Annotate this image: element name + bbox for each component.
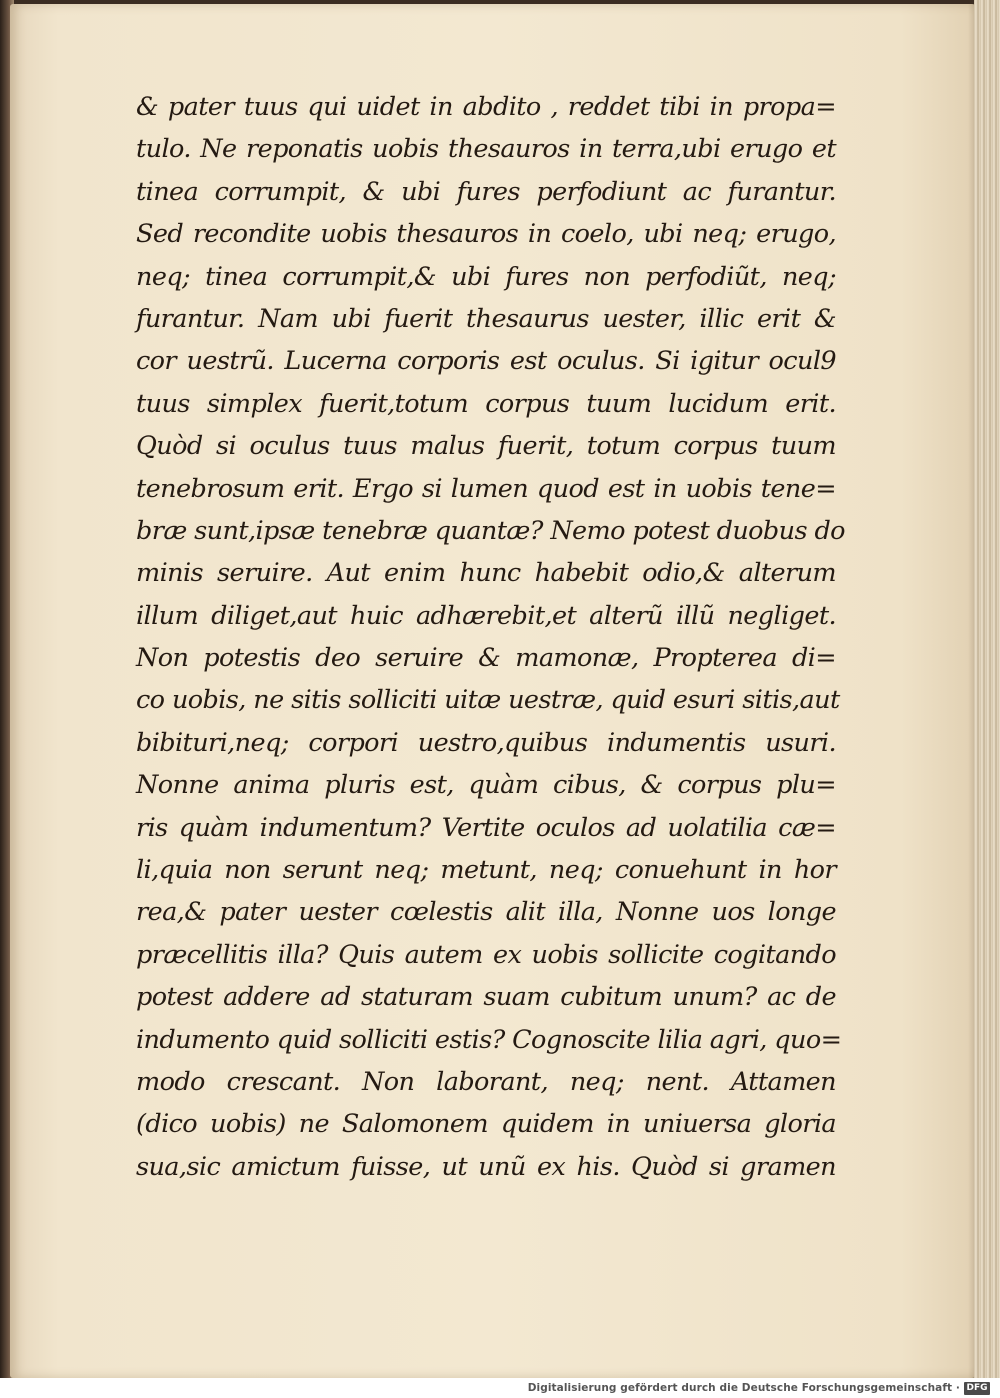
text-line: tuus simplex fuerit,totum corpus tuum lucidum erit. <box>136 388 836 419</box>
text-line: indumento quid solliciti estis? Cognoscite lilia agri, quo= <box>136 1024 842 1055</box>
text-line: ris quàm indumentum? Vertite oculos ad uolatilia cæ= <box>136 812 836 843</box>
funding-credit: Digitalisierung gefördert durch die Deutsche Forschungsgemeinschaft · <box>527 1382 960 1394</box>
text-line: præcellitis illa? Quis autem ex uobis sollicite cogitando <box>136 939 836 970</box>
text-line: Non potestis deo seruire & mamonæ, Propterea di= <box>136 643 836 674</box>
text-line: tinea corrumpit, & ubi fures perfodiunt ac furantur. <box>136 176 836 207</box>
text-line: (dico uobis) ne Salomonem quidem in uniuersa gloria <box>136 1109 836 1140</box>
text-line: furantur. Nam ubi fuerit thesaurus uester, illic erit & <box>136 303 836 334</box>
text-line: & pater tuus qui uidet in abdito , reddet tibi in propa= <box>136 92 836 122</box>
text-line: Quòd si oculus tuus malus fuerit, totum corpus tuum <box>136 431 836 462</box>
dfg-logo: DFG <box>964 1382 990 1395</box>
text-line: sua,sic amictum fuisse, ut unũ ex his. Quòd si gramen <box>136 1151 836 1182</box>
text-line: li,quia non serunt neq; metunt, neq; conuehunt in hor <box>136 855 836 886</box>
text-line: rea,& pater uester cœlestis alit illa, Nonne uos longe <box>136 897 836 928</box>
text-line: illum diliget,aut huic adhærebit,et alterũ illũ negliget. <box>136 600 836 631</box>
text-line: modo crescant. Non laborant, neq; nent. Attamen <box>136 1066 836 1097</box>
text-line: bibituri,neq; corpori uestro,quibus indumentis usuri. <box>136 727 836 758</box>
paper-page <box>10 4 978 1378</box>
text-line: co uobis, ne sitis solliciti uitæ uestræ, quid esuri sitis,aut <box>136 685 840 716</box>
text-line: cor uestrũ. Lucerna corporis est oculus. Si igitur ocul9 <box>136 346 836 377</box>
text-line: Sed recondite uobis thesauros in coelo, ubi neq; erugo, <box>136 219 836 250</box>
text-line: neq; tinea corrumpit,& ubi fures non perfodiũt, neq; <box>136 261 836 292</box>
text-line: tenebrosum erit. Ergo si lumen quod est in uobis tene= <box>136 473 836 504</box>
text-line: Nonne anima pluris est, quàm cibus, & corpus plu= <box>136 770 836 801</box>
text-line: minis seruire. Aut enim hunc habebit odio,& alterum <box>136 558 836 589</box>
text-line: tulo. Ne reponatis uobis thesauros in terra,ubi erugo et <box>136 134 836 165</box>
page-stack-edge <box>974 0 1000 1378</box>
text-line: bræ sunt,ipsæ tenebræ quantæ? Nemo potest duobus do <box>136 515 845 546</box>
text-line: potest addere ad staturam suam cubitum unum? ac de <box>136 982 836 1013</box>
text-block <box>136 86 845 1188</box>
